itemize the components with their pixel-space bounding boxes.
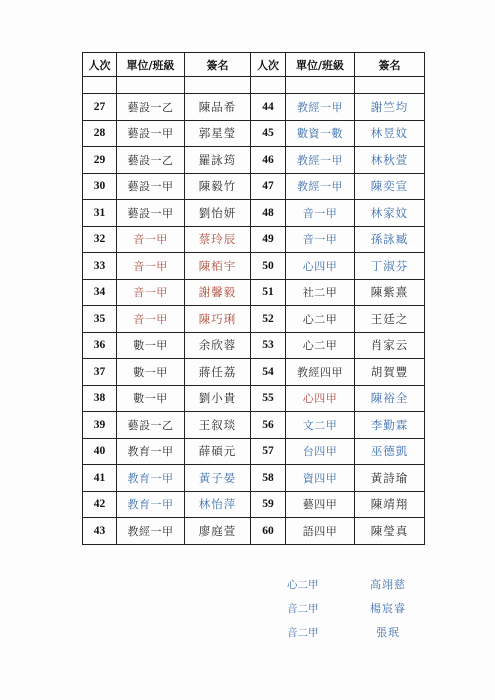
- unit-cell: 數一甲: [117, 359, 185, 386]
- entry-number: 43: [83, 518, 117, 545]
- list-item: [283, 572, 433, 596]
- entry-number: 49: [251, 226, 286, 253]
- unit-cell: 藝設一乙: [117, 412, 185, 439]
- entry-number: 52: [251, 306, 286, 333]
- unit-cell: 資四甲: [286, 465, 355, 492]
- signature-text: 高翊慈: [370, 578, 406, 591]
- entry-number: 28: [83, 120, 117, 147]
- entry-number: 29: [83, 147, 117, 174]
- entry-number: 58: [251, 465, 286, 492]
- signature-cell: 陳巧琍: [185, 306, 251, 333]
- signature-cell: 丁淑芬: [355, 253, 425, 280]
- signature-cell: 黃詩瑜: [355, 465, 425, 492]
- unit-cell: 數資一數: [286, 120, 355, 147]
- entry-number: 32: [83, 226, 117, 253]
- unit-cell: 音一甲: [286, 226, 355, 253]
- unit-cell: 藝四甲: [286, 491, 355, 518]
- unit-text: 音二甲: [287, 602, 319, 615]
- table-row: [83, 200, 425, 227]
- table-row: [83, 518, 425, 545]
- unit-cell: 音一甲: [286, 200, 355, 227]
- signature-cell: 胡賀豐: [355, 359, 425, 386]
- unit-cell: 音一甲: [117, 306, 185, 333]
- table-row: [83, 332, 425, 359]
- table-row: [83, 491, 425, 518]
- signature-cell: 蔣任荔: [185, 359, 251, 386]
- signature-text: 張珉: [376, 626, 400, 639]
- signature-cell: 林秋萱: [355, 147, 425, 174]
- unit-cell: 心四甲: [286, 253, 355, 280]
- unit-cell: 藝設一乙: [117, 147, 185, 174]
- unit-text: 心二甲: [287, 578, 319, 591]
- attendance-table: [82, 52, 425, 545]
- unit-cell: 教經四甲: [286, 359, 355, 386]
- entry-number: 44: [251, 94, 286, 121]
- table-row: [83, 120, 425, 147]
- signature-cell: 肖家云: [355, 332, 425, 359]
- entry-number: 34: [83, 279, 117, 306]
- signature-cell: 陳靖翔: [355, 491, 425, 518]
- signature-text: 楊宸睿: [370, 602, 406, 615]
- unit-cell: 心二甲: [286, 306, 355, 333]
- header-count-left: 人次: [83, 53, 117, 77]
- signature-cell: 陳栢宇: [185, 253, 251, 280]
- table-row: [83, 226, 425, 253]
- unit-cell: 音一甲: [117, 253, 185, 280]
- unit-cell: 語四甲: [286, 518, 355, 545]
- signature-cell: 李勤霖: [355, 412, 425, 439]
- table-row: [83, 412, 425, 439]
- table-row: [83, 173, 425, 200]
- signature-cell: 薛碩元: [185, 438, 251, 465]
- header-signature-left: 簽名: [185, 53, 251, 77]
- unit-cell: 台四甲: [286, 438, 355, 465]
- signature-cell: 陳裕全: [355, 385, 425, 412]
- signature-cell: 王叙琰: [185, 412, 251, 439]
- unit-cell: 教育一甲: [117, 438, 185, 465]
- entry-number: 55: [251, 385, 286, 412]
- entry-number: 37: [83, 359, 117, 386]
- entry-number: 48: [251, 200, 286, 227]
- unit-cell: 教經一甲: [286, 147, 355, 174]
- entry-number: 36: [83, 332, 117, 359]
- signature-cell: 劉怡妍: [185, 200, 251, 227]
- unit-cell: 教育一甲: [117, 465, 185, 492]
- unit-cell: 文二甲: [286, 412, 355, 439]
- unit-text: 音二甲: [287, 626, 319, 639]
- entry-number: 45: [251, 120, 286, 147]
- signature-cell: 黃子晏: [185, 465, 251, 492]
- table-row: [83, 147, 425, 174]
- signature-cell: 陳品希: [185, 94, 251, 121]
- table-row: [83, 253, 425, 280]
- header-signature-right: 簽名: [355, 53, 425, 77]
- header-spacer-row: [83, 77, 425, 94]
- unit-cell: 藝設一甲: [117, 173, 185, 200]
- signature-cell: 林家妏: [355, 200, 425, 227]
- entry-number: 38: [83, 385, 117, 412]
- header-row: [83, 53, 425, 77]
- signature-cell: 郭星瑩: [185, 120, 251, 147]
- list-item: [283, 596, 433, 620]
- unit-cell: 數一甲: [117, 332, 185, 359]
- entry-number: 30: [83, 173, 117, 200]
- list-item: [283, 620, 433, 644]
- entry-number: 60: [251, 518, 286, 545]
- signature-cell: 謝馨毅: [185, 279, 251, 306]
- header-unit-left: 單位/班級: [117, 53, 185, 77]
- additional-signatures: [283, 572, 433, 644]
- signature-cell: 廖庭萱: [185, 518, 251, 545]
- unit-cell: 心四甲: [286, 385, 355, 412]
- entry-number: 46: [251, 147, 286, 174]
- table-row: [83, 465, 425, 492]
- entry-number: 35: [83, 306, 117, 333]
- signature-cell: 巫德凱: [355, 438, 425, 465]
- unit-cell: 音一甲: [117, 279, 185, 306]
- attendance-rows: [83, 94, 425, 545]
- signature-cell: 陳毅竹: [185, 173, 251, 200]
- entry-number: 41: [83, 465, 117, 492]
- unit-cell: 藝設一甲: [117, 200, 185, 227]
- unit-cell: 教經一甲: [117, 518, 185, 545]
- unit-cell: 音一甲: [117, 226, 185, 253]
- entry-number: 56: [251, 412, 286, 439]
- unit-cell: 心二甲: [286, 332, 355, 359]
- entry-number: 42: [83, 491, 117, 518]
- unit-cell: 教育一甲: [117, 491, 185, 518]
- signature-cell: 蔡玲辰: [185, 226, 251, 253]
- entry-number: 53: [251, 332, 286, 359]
- entry-number: 27: [83, 94, 117, 121]
- signature-cell: 羅詠筠: [185, 147, 251, 174]
- table-row: [83, 279, 425, 306]
- table-row: [83, 385, 425, 412]
- entry-number: 59: [251, 491, 286, 518]
- signature-cell: 林昱妏: [355, 120, 425, 147]
- entry-number: 40: [83, 438, 117, 465]
- unit-cell: 藝設一甲: [117, 120, 185, 147]
- entry-number: 51: [251, 279, 286, 306]
- signature-cell: 余欣蓉: [185, 332, 251, 359]
- signature-cell: 林怡萍: [185, 491, 251, 518]
- entry-number: 57: [251, 438, 286, 465]
- entry-number: 50: [251, 253, 286, 280]
- unit-cell: 藝設一乙: [117, 94, 185, 121]
- entry-number: 54: [251, 359, 286, 386]
- signature-cell: 孫詠臧: [355, 226, 425, 253]
- signature-cell: 陳瑩真: [355, 518, 425, 545]
- entry-number: 33: [83, 253, 117, 280]
- unit-cell: 教經一甲: [286, 94, 355, 121]
- signature-cell: 陳奕宣: [355, 173, 425, 200]
- unit-cell: 數一甲: [117, 385, 185, 412]
- entry-number: 39: [83, 412, 117, 439]
- header-count-right: 人次: [251, 53, 286, 77]
- entry-number: 47: [251, 173, 286, 200]
- signature-cell: 謝竺均: [355, 94, 425, 121]
- table-row: [83, 306, 425, 333]
- table-row: [83, 438, 425, 465]
- header-unit-right: 單位/班級: [286, 53, 355, 77]
- table-row: [83, 359, 425, 386]
- table-row: [83, 94, 425, 121]
- entry-number: 31: [83, 200, 117, 227]
- signature-cell: 劉小貴: [185, 385, 251, 412]
- unit-cell: 社二甲: [286, 279, 355, 306]
- unit-cell: 教經一甲: [286, 173, 355, 200]
- signature-cell: 王廷之: [355, 306, 425, 333]
- signature-cell: 陳紫熹: [355, 279, 425, 306]
